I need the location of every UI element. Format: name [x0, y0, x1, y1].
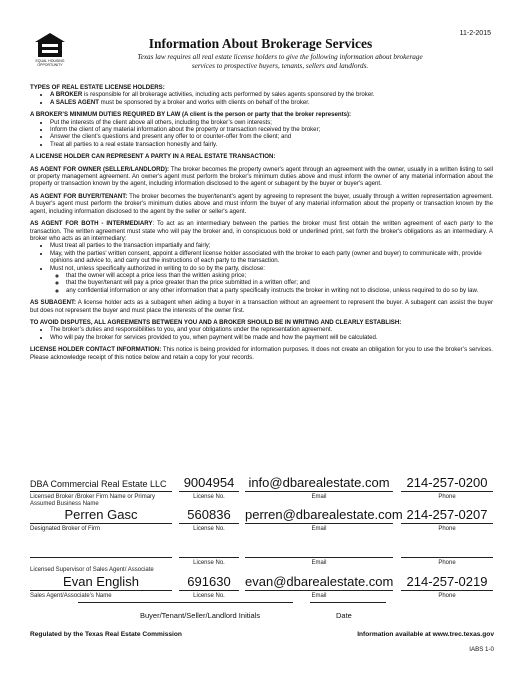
sales-agent-phone-field[interactable] [401, 566, 493, 600]
field-value: info@dbarealestate.com [248, 475, 390, 490]
list-item: • The broker’s duties and responsibilities to you, and your obligations under the representation agreement. [50, 326, 493, 333]
represent-heading [30, 153, 493, 160]
document-body [30, 84, 493, 366]
disputes-list [30, 326, 493, 341]
list-item [50, 265, 493, 295]
form-row-supervisor [30, 533, 493, 573]
page-subtitle: Texas law requires all real estate license holders to give the following information about brokerage services to prospective buyers, tenants, sellers and landlords. [137, 53, 423, 70]
sublist-item: ◦ that the buyer/tenant will pay a price greater than the price submitted in a written offer; and [66, 279, 493, 286]
subagent-paragraph [30, 299, 493, 314]
duties-list [30, 119, 493, 149]
paragraph-label: AS AGENT FOR BOTH - INTERMEDIARY [30, 220, 153, 228]
form-code: IABS 1-0 [469, 646, 494, 653]
paragraph-label: AS AGENT FOR OWNER (SELLER/LANDLORD): [30, 165, 169, 173]
field-value: Evan English [63, 574, 139, 589]
supervisor-email-field[interactable] [245, 533, 393, 567]
designated-broker-license-field[interactable] [179, 499, 239, 533]
list-item: • Who will pay the broker for services provided to you, when payment will be made and how the payment will be calculated. [50, 334, 493, 341]
intermediary-list [30, 242, 493, 294]
broker-license-field[interactable] [179, 467, 239, 501]
field-underline [245, 523, 393, 524]
list-item-text: Must not, unless specifically authorized in writing to do so by the party, disclose: [50, 264, 265, 272]
field-underline [30, 491, 172, 492]
paragraph-text: to the transaction. The written agreement must state who will pay the broker and, in conspicuous bold or underlined print, set forth the broker's obligations as an intermediary. A broker who acts as an intermediary: [30, 220, 493, 242]
sublist-item: ◦ any confidential information or any other information that a party specifically instructs the broker in writing not to disclose, unless required to do so by law. [66, 287, 493, 294]
broker-phone-field[interactable] [401, 467, 493, 501]
initials-row [78, 602, 388, 620]
form-date: 11-2-2015 [459, 30, 491, 37]
list-item [50, 91, 493, 98]
field-caption: Phone [438, 559, 456, 566]
paragraph-text: : To act as an intermediary between the parties the broker must first obtain the written agreement of [152, 220, 444, 228]
paragraph-text: This notice is being provided for information purposes. It does not create an obligation for you to use the broker’s services. Please acknowledge receipt of this notice below and retain a copy for your records. [30, 346, 493, 361]
logo-text: EQUAL HOUSING OPPORTUNITY [35, 59, 65, 67]
field-value: 560836 [187, 507, 231, 522]
contact-paragraph [30, 346, 493, 361]
field-underline [179, 491, 239, 492]
broker-name-field[interactable] [30, 467, 172, 507]
heading-text: A LICENSE HOLDER CAN REPRESENT A PARTY IN A REAL ESTATE TRANSACTION: [30, 153, 276, 161]
sales-agent-name-field[interactable] [30, 566, 172, 600]
paragraph-label: AS SUBAGENT: [30, 299, 77, 307]
sublist-item: ◦ that the owner will accept a price less than the written asking price; [66, 272, 493, 279]
field-caption: Phone [438, 592, 456, 599]
field-underline [401, 590, 493, 591]
field-value: 214-257-0200 [406, 475, 488, 490]
field-value: 214-257-0207 [406, 507, 488, 522]
form-row-sales-agent [30, 566, 493, 600]
intermediary-paragraph [30, 220, 493, 242]
duties-heading: A BROKER’S MINIMUM DUTIES REQUIRED BY LAW (A client is the person or party that the broker represents): [30, 111, 352, 119]
owner-paragraph [30, 166, 493, 188]
list-item: • Must treat all parties to the transaction impartially and fairly; [50, 242, 493, 249]
term: A SALES AGENT [50, 98, 99, 106]
field-underline [401, 523, 493, 524]
field-value: 9004954 [183, 475, 235, 490]
designated-broker-email-field[interactable] [245, 499, 403, 533]
supervisor-name-field[interactable] [30, 533, 172, 573]
field-caption: Email [311, 493, 327, 500]
list-item: • Inform the client of any material information about the property or transaction received by the broker; [50, 126, 493, 133]
field-value: DBA Commercial Real Estate LLC [30, 479, 167, 489]
field-value: evan@dbarealestate.com [245, 574, 394, 589]
field-underline [401, 491, 493, 492]
paragraph-label: AS AGENT FOR BUYER/TENANT: [30, 192, 128, 200]
list-item: • Put the interests of the client above all others, including the broker’s own interests; [50, 119, 493, 126]
paragraph-text: The broker becomes the buyer/tenant's agent by agreeing to represent the buyer, usually through a written representation agreement. A buyer's agent must perform the broker's minimum duties above and must inform the buyer of any material information about the property or transaction known by the agent, including information disclosed to the agent by the seller or seller's agent. [30, 192, 493, 215]
list-item: • Treat all parties to a real estate transaction honestly and fairly. [50, 141, 493, 148]
field-value: 691630 [187, 574, 231, 589]
initials-caption: Buyer/Tenant/Seller/Landlord Initials [140, 611, 261, 620]
field-caption: Phone [438, 525, 456, 532]
field-underline [30, 557, 172, 558]
form-row-designated-broker [30, 499, 493, 533]
date-caption: Date [336, 611, 352, 620]
field-underline [245, 557, 393, 558]
field-caption: License No. [193, 525, 225, 532]
footer-regulator: Regulated by the Texas Real Estate Commission [30, 631, 182, 638]
paragraph-label: LICENSE HOLDER CONTACT INFORMATION: [30, 346, 162, 354]
definition: must be sponsored by a broker and works with clients on behalf of the broker. [98, 98, 310, 106]
list-item: • Answer the client’s questions and present any offer to or counter-offer from the client; and [50, 133, 493, 140]
initials-field[interactable] [78, 602, 293, 603]
supervisor-license-field[interactable] [179, 533, 239, 567]
date-field[interactable] [310, 602, 386, 603]
page-title: Information About Brokerage Services [148, 36, 373, 51]
emphasis-text: each party [443, 220, 474, 228]
form-row-broker [30, 467, 493, 507]
list-item [50, 99, 493, 106]
paragraph-text: A license holder acts as a subagent when aiding a buyer in a transaction without an agreement to represent the buyer. A subagent can assist the buyer but does not represent the buyer and must place the interests of the owner first. [30, 299, 493, 314]
buyer-paragraph [30, 193, 493, 215]
field-underline [179, 557, 239, 558]
field-caption: License No. [193, 592, 225, 599]
field-caption: Designated Broker of Firm [30, 525, 101, 532]
sales-agent-email-field[interactable] [245, 566, 393, 600]
term: A BROKER [50, 91, 83, 99]
broker-email-field[interactable] [245, 467, 393, 501]
list-item: • May, with the parties' written consent, appoint a different license holder associated with the broker to each party (owner and buyer) to communicate with, provide opinions and advice to, and carry out the instructions of each party to the transaction. [50, 250, 493, 265]
field-underline [179, 523, 239, 524]
footer-info-link[interactable]: Information available at www.trec.texas.gov [357, 631, 494, 638]
field-caption: Email [311, 592, 327, 599]
disputes-heading: TO AVOID DISPUTES, ALL AGREEMENTS BETWEEN YOU AND A BROKER SHOULD BE IN WRITING AND CLEARLY ESTABLISH: [30, 318, 402, 326]
field-underline [245, 491, 393, 492]
field-caption: Licensed Broker /Broker Firm Name or Primary Assumed Business Name [30, 494, 156, 507]
field-value: 214-257-0219 [406, 574, 488, 589]
disclosure-sublist [50, 272, 493, 294]
field-underline [245, 590, 393, 591]
sales-agent-license-field[interactable] [179, 566, 239, 600]
field-caption: Sales Agent/Associate’s Name [30, 592, 112, 599]
field-value: perren@dbarealestate.com [245, 507, 403, 522]
field-caption: License No. [193, 559, 225, 566]
types-list [30, 91, 493, 106]
field-underline [401, 557, 493, 558]
field-caption: License No. [193, 493, 225, 500]
definition: is responsible for all brokerage activities, including acts performed by sales agents sponsored by the broker. [82, 91, 375, 99]
field-caption: Licensed Supervisor of Sales Agent/ Associate [30, 566, 154, 573]
designated-broker-name-field[interactable] [30, 499, 172, 533]
field-underline [179, 590, 239, 591]
types-heading: TYPES OF REAL ESTATE LICENSE HOLDERS: [30, 84, 165, 91]
paragraph-text: The broker becomes the property owner's agent through an agreement with the owner, usually in a written listing to sell or property management agreement. An owner's agent must perform the broker's minimum duties above and must inform the owner of any material information about the property or transaction known by the agent, including information disclosed to the agent or subagent by the buyer or buyer's agent. [30, 165, 493, 188]
field-caption: Email [311, 525, 327, 532]
designated-broker-phone-field[interactable] [401, 499, 493, 533]
field-caption: Email [311, 559, 327, 566]
field-caption: Phone [438, 493, 456, 500]
field-underline [30, 590, 172, 591]
field-underline [30, 523, 172, 524]
supervisor-phone-field[interactable] [401, 533, 493, 567]
field-value: Perren Gasc [64, 507, 138, 522]
